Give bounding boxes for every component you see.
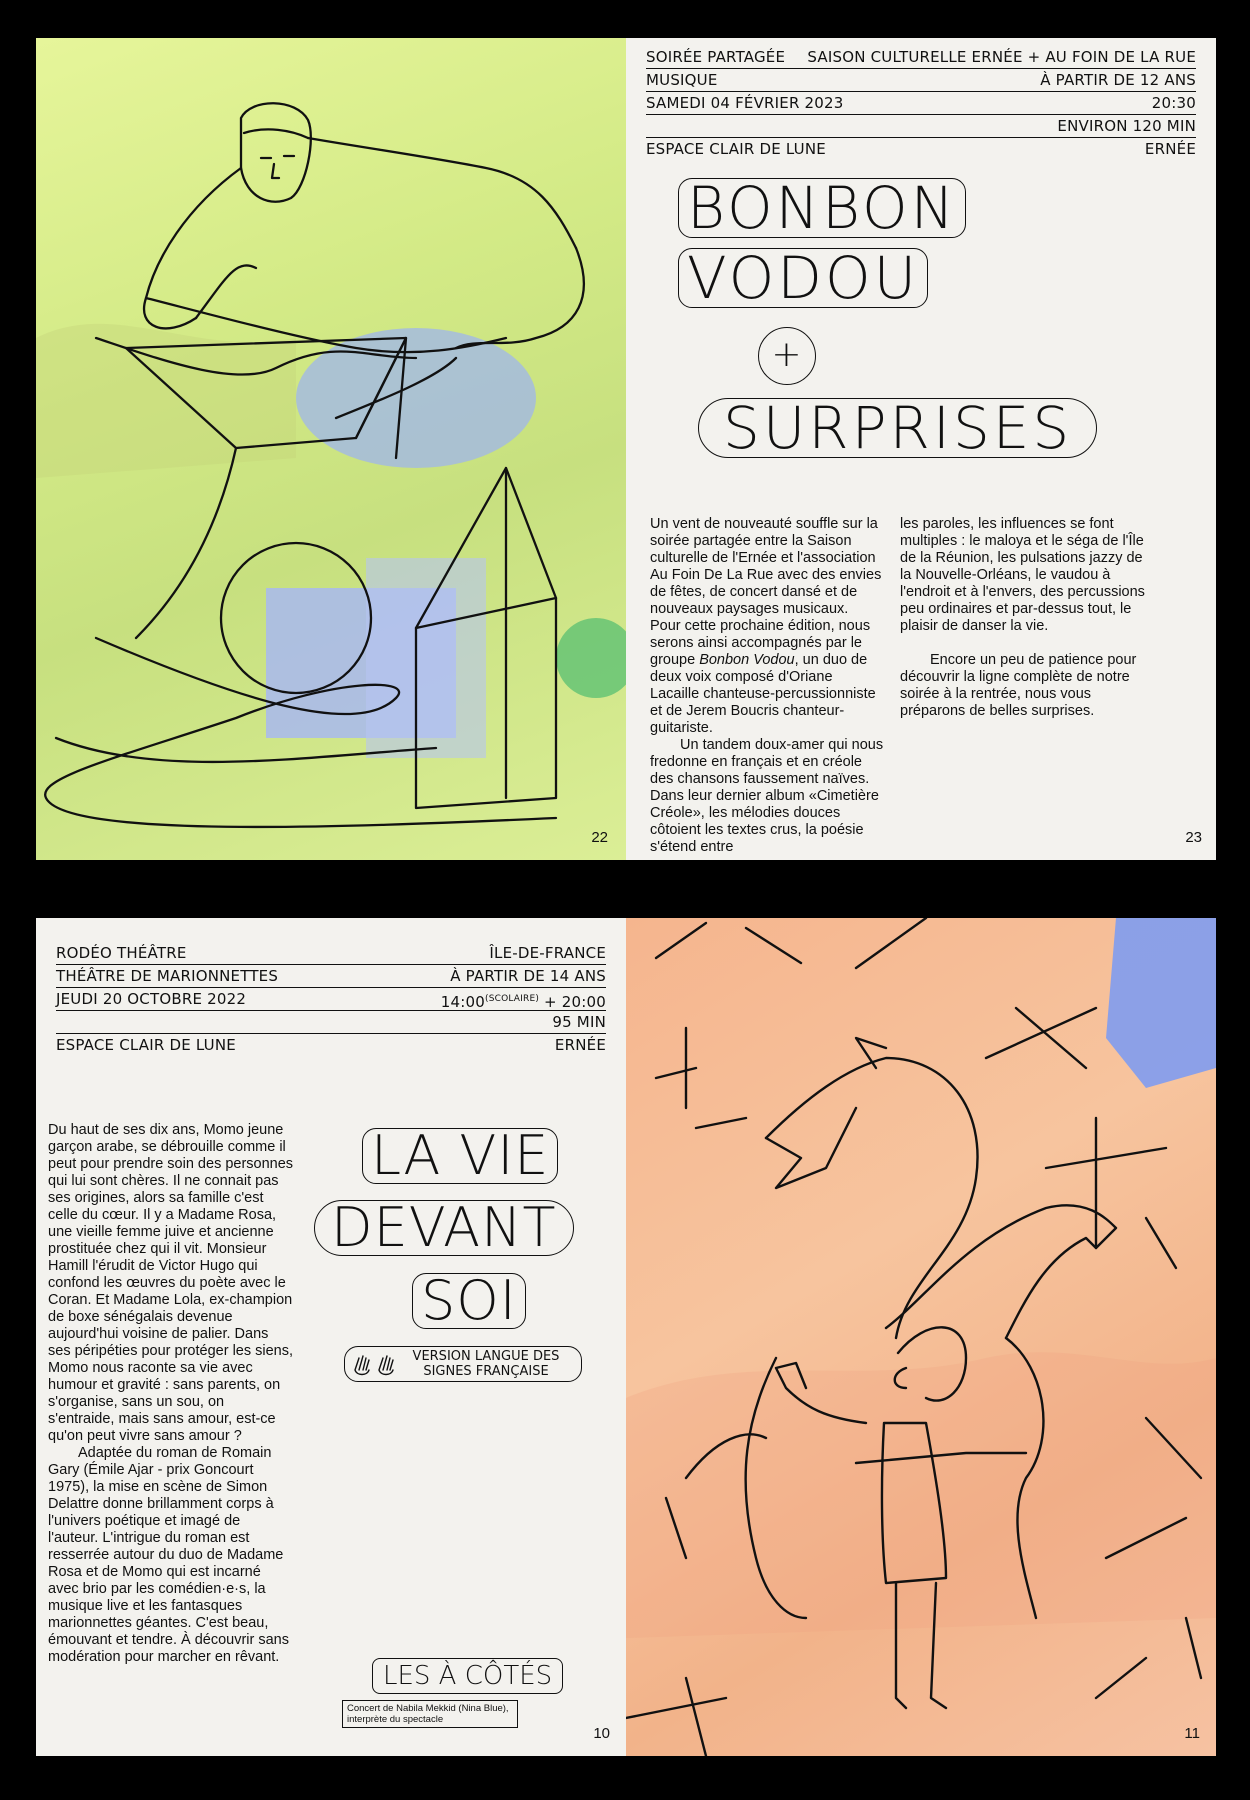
header-row [56,988,606,1011]
event-age: À PARTIR DE 12 ANS [1040,71,1196,89]
event-page-la-vie-devant-soi [36,918,626,1756]
sign-language-label: VERSION LANGUE DES SIGNES FRANÇAISE [412,1349,560,1379]
event-date: SAMEDI 04 FÉVRIER 2023 [646,94,844,112]
event-genre: THÉÂTRE DE MARIONNETTES [56,967,279,985]
event-region: ÎLE-DE-FRANCE [489,944,606,962]
event-header [56,942,606,1056]
title-plus: + [758,327,816,385]
header-row [56,942,606,965]
page-number: 11 [1184,1725,1200,1742]
title-line-3: SURPRISES [698,398,1097,458]
page-number: 10 [593,1725,610,1742]
title-line-1: BONBON [678,178,966,238]
title-line-3: SOI [412,1273,526,1329]
page-number: 23 [1185,829,1202,846]
paragraph [650,618,884,737]
header-row [56,1034,606,1056]
event-city: ERNÉE [554,1036,606,1054]
spread-bonbon-vodou [36,38,1216,860]
paragraph: Adaptée du roman de Romain Gary (Émile Ajar - prix Goncourt 1975), la mise en scène de Simon Delattre donne brillamment corps à l'univers poétique et imagé de l'auteur. L'intrigue du roman est resserrée autour du duo de Madame Rosa et de Momo qui est incarné avec brio par les comédien·e·s, la musique live et les fantasques marionnettes géantes. C'est beau, émouvant et tendre. À découvrir sans modération pour marcher en rêvant. [48,1445,289,1665]
body-column-2 [900,516,1156,720]
illustration-page-right [626,918,1216,1756]
event-age: À PARTIR DE 14 ANS [450,967,606,985]
event-duration: ENVIRON 120 MIN [1057,117,1196,135]
green-illustration [36,38,626,860]
body-column-1 [650,516,884,856]
aside-title: LES À CÔTÉS [372,1658,563,1694]
body-text [48,1122,294,1666]
event-venue: ESPACE CLAIR DE LUNE [56,1036,236,1054]
event-category: SOIRÉE PARTAGÉE [646,48,786,66]
text-run: , un duo de deux voix composé d'Oriane Lacaille chanteuse-percussionniste et de Jerem Boucris chanteur-guitariste. [650,652,876,736]
paragraph: Un tandem doux-amer qui nous fredonne en français et en créole des chansons faussement naïves. Dans leur dernier album «Cimetière Créole», les mélodies douces côtoient les textes crus, la poésie s'étend entre [650,737,884,855]
title-line-1: LA VIE [362,1128,558,1184]
aside-caption: Concert de Nabila Mekkid (Nina Blue), interprète du spectacle [342,1700,518,1728]
event-header [646,46,1196,160]
event-city: ERNÉE [1144,140,1196,158]
paragraph: les paroles, les influences se font multiples : le maloya et le séga de l'Île de la Réunion, les pulsations jazzy de la Nouvelle-Orléans, le vaudou à l'endroit et à l'envers, des percussions peu ordinaires et par-dessus tout, le plaisir de danser la vie. [900,516,1145,634]
time-note: (SCOLAIRE) [484,994,540,1004]
event-venue: ESPACE CLAIR DE LUNE [646,140,826,158]
time-school: 14:00 [440,993,485,1011]
event-page-bonbon-vodou [626,38,1216,860]
time-evening: + 20:00 [539,993,606,1011]
header-row [646,115,1196,138]
spread-la-vie-devant-soi [36,918,1216,1756]
header-row [56,965,606,988]
paragraph: Un vent de nouveauté souffle sur la soirée partagée entre la Saison culturelle de l'Ernée et l'association Au Foin De La Rue avec des envies de fêtes, de concert dansé et de nouveaux paysages musicaux. [650,516,882,617]
sign-language-badge [344,1346,582,1382]
header-row [646,46,1196,69]
page-number: 22 [591,829,608,846]
header-row [646,138,1196,160]
text-run: Pour cette prochaine édition, nous serons ainsi accompagnés par le groupe [650,618,871,668]
band-name: Bonbon Vodou [699,652,795,668]
paragraph: Encore un peu de patience pour découvrir la ligne complète de notre soirée à la rentrée, nous vous préparons de belles surprises. [900,652,1137,719]
event-time: 20:30 [1151,94,1196,112]
title-line-2: DEVANT [314,1200,574,1256]
event-genre: MUSIQUE [646,71,718,89]
title-line-2: VODOU [678,248,928,308]
sign-language-icon [351,1350,401,1378]
orange-illustration [626,918,1216,1756]
header-row [646,92,1196,115]
event-time [441,988,606,1010]
header-row [56,1011,606,1034]
header-row [646,69,1196,92]
illustration-page-left [36,38,626,860]
paragraph: Du haut de ses dix ans, Momo jeune garçon arabe, se débrouille comme il peut pour prendre soin des personnes qui lui sont chères. Il ne connait pas ses origines, alors sa famille c'est celle du cœur. Il y a Madame Rosa, une vieille femme juive et ancienne prostituée chez qui il vit. Monsieur Hamill l'érudit de Victor Hugo qui confond les œuvres du poète avec le Coran. Et Madame Lola, ex-champion de boxe sénégalais devenue aujourd'hui voisine de palier. Dans ses péripéties pour protéger les siens, Momo nous raconte sa vie avec humour et gravité : sans parents, on s'organise, sans un sou, on s'entraide, mais sans amour, est-ce qu'on peut vivre sans amour ? [48,1122,294,1444]
event-date: JEUDI 20 OCTOBRE 2022 [56,990,247,1008]
event-organizers: SAISON CULTURELLE ERNÉE + AU FOIN DE LA RUE [807,48,1196,66]
event-duration: 95 MIN [552,1013,606,1031]
event-company: RODÉO THÉÂTRE [56,944,187,962]
